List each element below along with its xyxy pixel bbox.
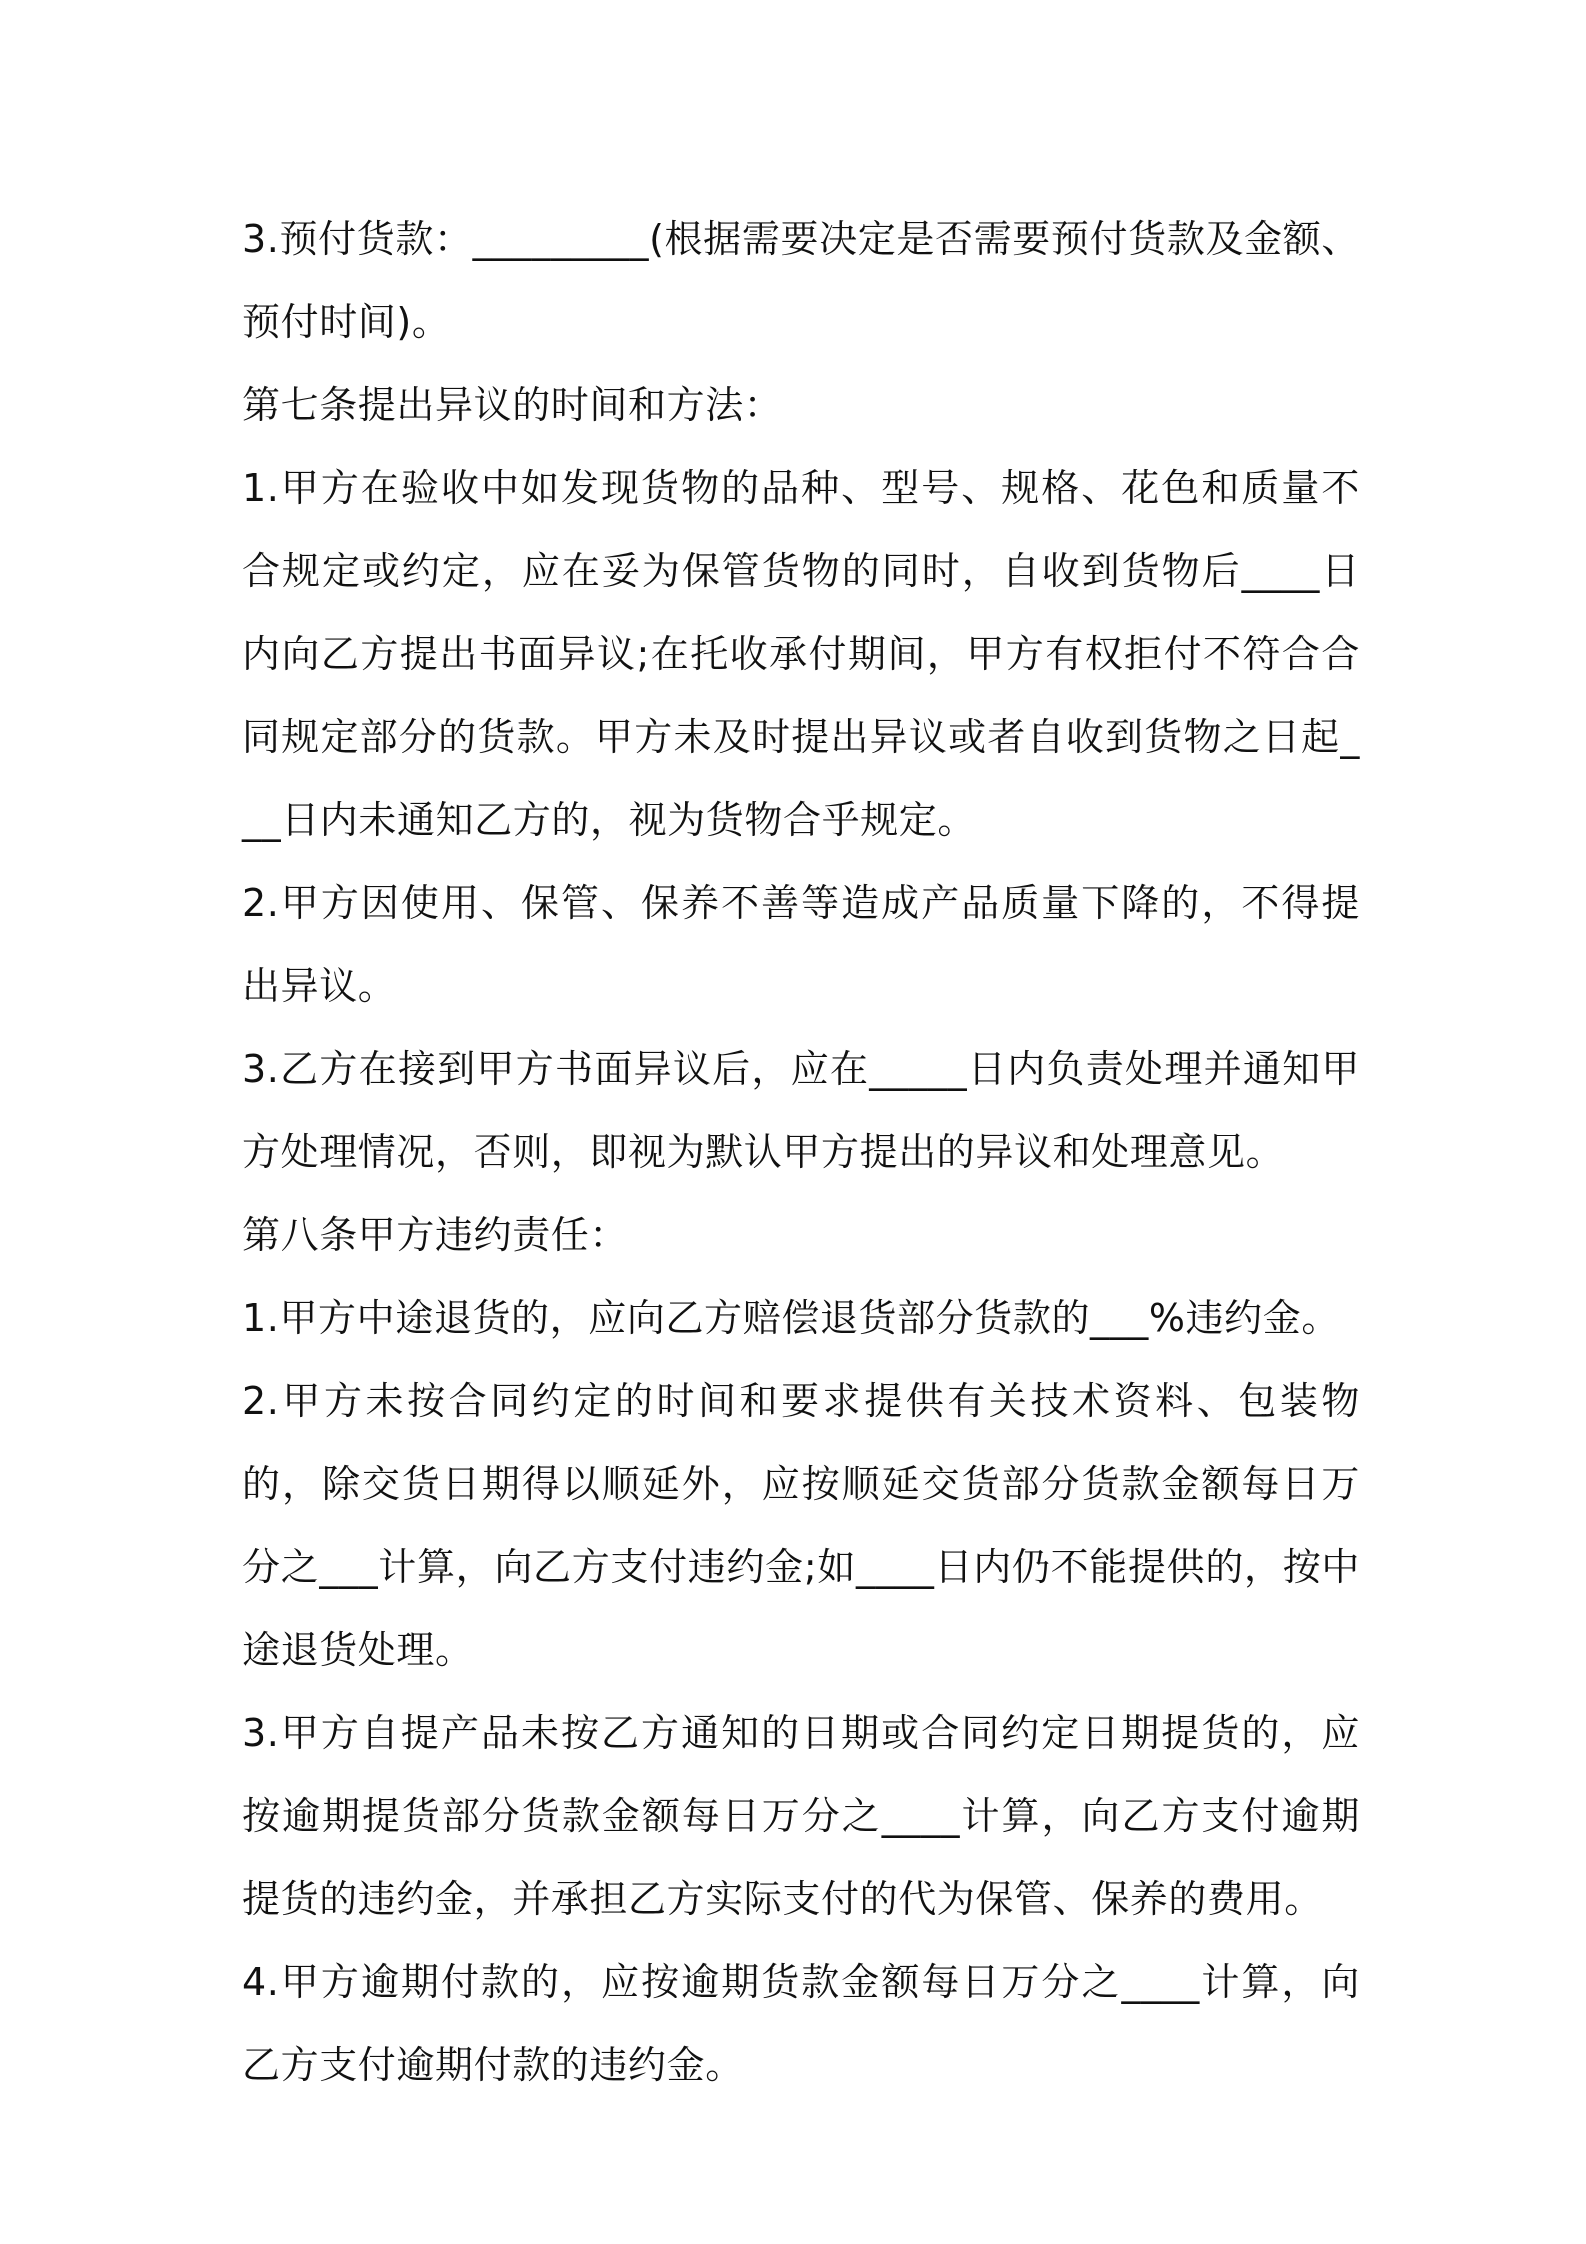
paragraph-objection-3: 3.乙方在接到甲方书面异议后，应在_____日内负责处理并通知甲方处理情况，否则，即视为默认甲方提出的异议和处理意见。 xyxy=(242,1047,1360,1174)
paragraph-objection-2: 2.甲方因使用、保管、保养不善等造成产品质量下降的，不得提出异议。 xyxy=(242,881,1360,1008)
paragraph-objection-1: 1.甲方在验收中如发现货物的品种、型号、规格、花色和质量不合规定或约定，应在妥为保管货物的同时，自收到货物后____日内向乙方提出书面异议;在托收承付期间，甲方有权拒付不符合合同规定部分的货款。甲方未及时提出异议或者自收到货物之日起___日内未通知乙方的，视为货物合乎规定。 xyxy=(242,466,1360,842)
paragraph-liability-2: 2.甲方未按合同约定的时间和要求提供有关技术资料、包装物的，除交货日期得以顺延外，应按顺延交货部分货款金额每日万分之___计算，向乙方支付违约金;如____日内仍不能提供的，按中途退货处理。 xyxy=(242,1379,1360,1672)
paragraph-liability-1: 1.甲方中途退货的，应向乙方赔偿退货部分货款的___%违约金。 xyxy=(242,1296,1340,1340)
paragraph-liability-3: 3.甲方自提产品未按乙方通知的日期或合同约定日期提货的，应按逾期提货部分货款金额每日万分之____计算，向乙方支付逾期提货的违约金，并承担乙方实际支付的代为保管、保养的费用。 xyxy=(242,1711,1360,1921)
paragraph-prepayment: 3.预付货款：_________(根据需要决定是否需要预付货款及金额、预付时间)。 xyxy=(242,217,1360,344)
paragraph-liability-4: 4.甲方逾期付款的，应按逾期货款金额每日万分之____计算，向乙方支付逾期付款的违约金。 xyxy=(242,1960,1360,2087)
heading-article-8: 第八条甲方违约责任： xyxy=(242,1213,629,1257)
document-body xyxy=(242,198,1360,2107)
heading-article-7: 第七条提出异议的时间和方法： xyxy=(242,383,783,427)
